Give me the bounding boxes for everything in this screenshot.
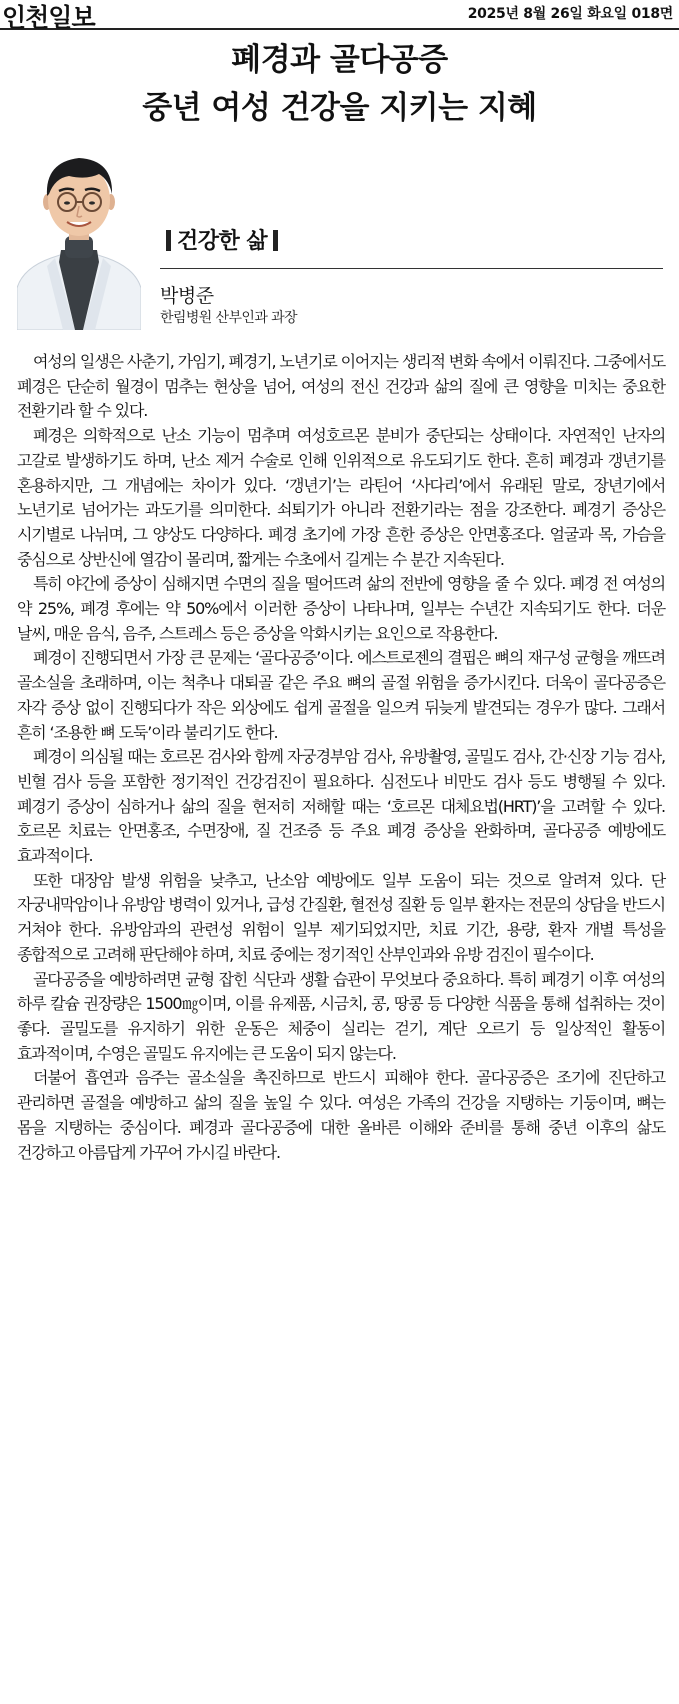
- body-paragraph: 폐경은 의학적으로 난소 기능이 멈추며 여성호르몬 분비가 중단되는 상태이다. 자연적인 난자의 고갈로 발생하기도 하며, 난소 제거 수술로 인해 인위적으로 유도되기도 한다. 흔히 폐경과 갱년기를 혼용하지만, 그 개념에는 차이가 있다. ‘갱년기’는 라틴어 ‘사다리’에서 유래된 말로, 장년기에서 노년기로 넘어가는 과도기를 의미한다. 쇠퇴기가 아니라 전환기라는 점을 강조한다. 폐경기 증상은 시기별로 나뉘며, 그 양상도 다양하다. 폐경 초기에 가장 흔한 증상은 안면홍조다. 얼굴과 목, 가슴을 중심으로 상반신에 열감이 몰리며, 짧게는 수초에서 길게는 수 분간 지속된다.: [17, 426, 665, 569]
- body-paragraph: 폐경이 의심될 때는 호르몬 검사와 함께 자궁경부암 검사, 유방촬영, 골밀도 검사, 간·신장 기능 검사, 빈혈 검사 등을 포함한 정기적인 건강검진이 필요하다. 심전도나 비만도 검사 등도 병행될 수 있다. 폐경기 증상이 심하거나 삶의 질을 현저히 저해할 때는 ‘호르몬 대체요법(HRT)’을 고려할 수 있다. 호르몬 치료는 안면홍조, 수면장애, 질 건조증 등 주요 폐경 증상을 완화하며, 골다공증 예방에도 효과적이다.: [17, 747, 665, 866]
- body-paragraph: 여성의 일생은 사춘기, 가임기, 폐경기, 노년기로 이어지는 생리적 변화 속에서 이뤄진다. 그중에서도 폐경은 단순히 월경이 멈추는 현상을 넘어, 여성의 전신 건강과 삶의 질에 큰 영향을 미치는 중요한 전환기라 할 수 있다.: [17, 352, 665, 421]
- column-tag-bar-right: [273, 230, 278, 251]
- body-paragraph: 폐경이 진행되면서 가장 큰 문제는 ‘골다공증’이다. 에스트로젠의 결핍은 뼈의 재구성 균형을 깨뜨려 골소실을 초래하며, 이는 척추나 대퇴골 같은 주요 뼈의 골절 위험을 증가시킨다. 더욱이 골다공증은 자각 증상 없이 진행되다가 작은 외상에도 쉽게 골절을 일으켜 뒤늦게 발견되는 경우가 많다. 그래서 흔히 ‘조용한 뼈 도둑’이라 불리기도 한다.: [17, 648, 665, 742]
- author-title: 한림병원 산부인과 과장: [160, 310, 297, 326]
- dateline: 2025년 8월 26일 화요일 018면: [467, 6, 673, 22]
- body-paragraph: 더불어 흡연과 음주는 골소실을 촉진하므로 반드시 피해야 한다. 골다공증은 조기에 진단하고 관리하면 골절을 예방하고 삶의 질을 높일 수 있다. 여성은 가족의 건강을 지탱하는 기둥이며, 뼈는 몸을 지탱하는 중심이다. 폐경과 골다공증에 대한 올바른 이해와 준비를 통해 중년 이후의 삶도 건강하고 아름답게 가꾸어 가시길 바란다.: [17, 1068, 665, 1162]
- author-photo: [17, 150, 141, 330]
- column-tag: [160, 224, 284, 255]
- column-tag-label: 건강한 삶: [177, 229, 268, 254]
- body-paragraph: 특히 야간에 증상이 심해지면 수면의 질을 떨어뜨려 삶의 전반에 영향을 줄 수 있다. 폐경 전 여성의 약 25%, 폐경 후에는 약 50%에서 이러한 증상이 나타나며, 일부는 수년간 지속되기도 한다. 더운 날씨, 매운 음식, 음주, 스트레스 등은 증상을 악화시키는 요인으로 작용한다.: [17, 574, 665, 643]
- newspaper-logo: 인천일보: [2, 3, 95, 32]
- headline-line-1: 폐경과 골다공증: [231, 42, 448, 78]
- author-name: 박병준: [160, 285, 214, 307]
- column-tag-bar-left: [166, 230, 171, 251]
- body-paragraph: 또한 대장암 발생 위험을 낮추고, 난소암 예방에도 일부 도움이 되는 것으로 알려져 있다. 단 자궁내막암이나 유방암 병력이 있거나, 급성 간질환, 혈전성 질환 등 일부 환자는 전문의 상담을 반드시 거쳐야 한다. 유방암과의 관련성 위험이 일부 제기되었지만, 치료 기간, 용량, 환자 개별 특성을 종합적으로 고려해 판단해야 하며, 치료 중에는 정기적인 산부인과와 유방 검진이 필수이다.: [17, 870, 665, 964]
- masthead: [0, 0, 679, 30]
- headline-line-2: 중년 여성 건강을 지키는 지혜: [142, 90, 537, 126]
- body-paragraph: 골다공증을 예방하려면 균형 잡힌 식단과 생활 습관이 무엇보다 중요하다. 특히 폐경기 이후 여성의 하루 칼슘 권장량은 1500㎎이며, 이를 유제품, 시금치, 콩, 땅콩 등 다양한 식품을 통해 섭취하는 것이 좋다. 골밀도를 유지하기 위한 운동은 체중이 실리는 걷기, 계단 오르기 등 일상적인 활동이 효과적이며, 수영은 골밀도 유지에는 큰 도움이 되지 않는다.: [17, 969, 665, 1063]
- article-body: [17, 350, 665, 1165]
- byline-rule: [160, 268, 663, 269]
- author-portrait-icon: [17, 150, 141, 330]
